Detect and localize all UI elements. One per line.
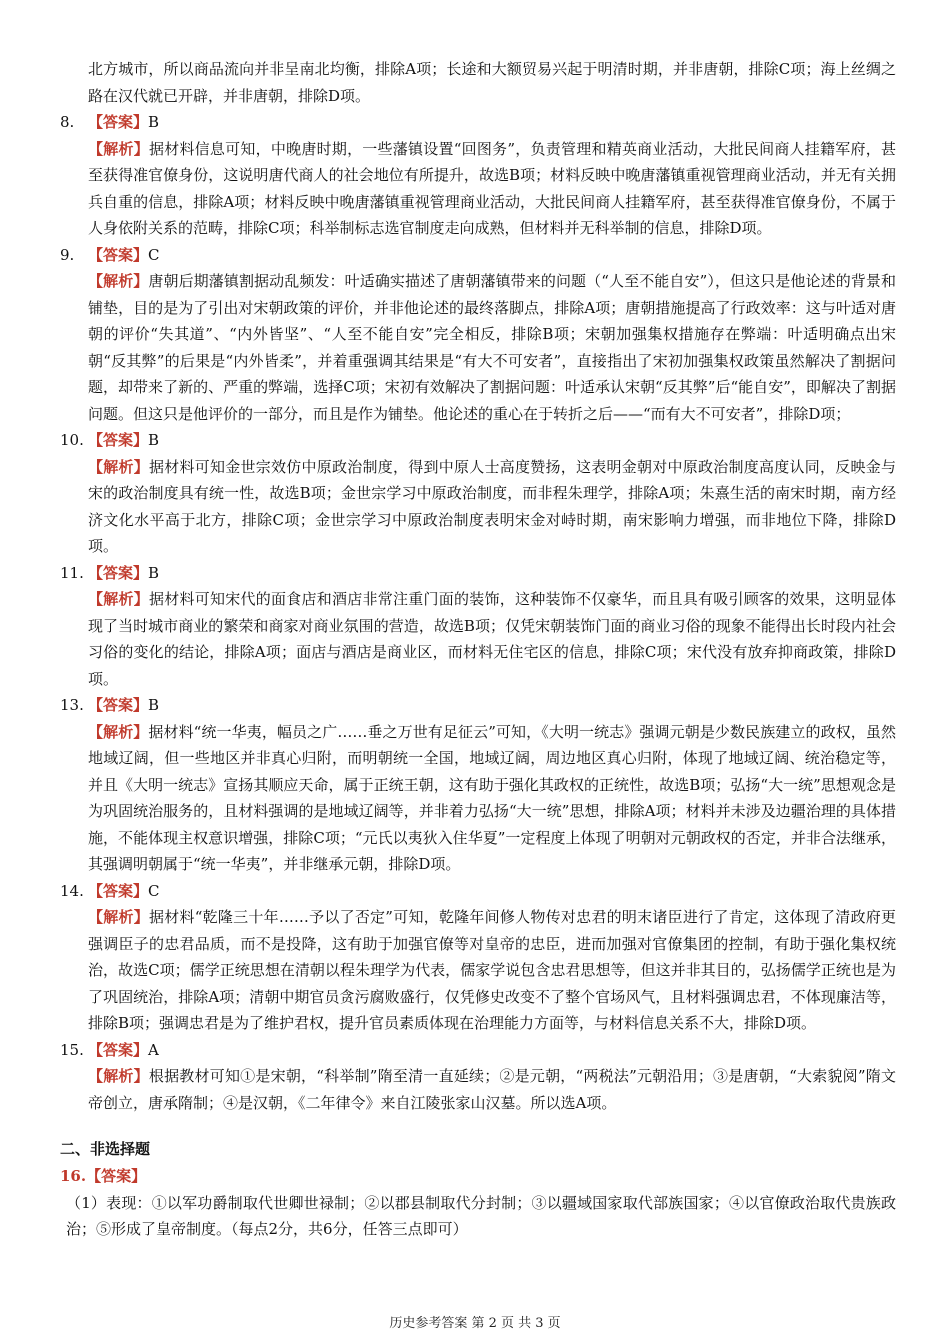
answer-value: B — [148, 696, 160, 714]
answer-value: B — [148, 113, 160, 131]
answer-line — [60, 878, 896, 905]
answer-tag: 【答案】 — [88, 245, 149, 264]
explanation-tag: 【解析】 — [88, 457, 149, 476]
question-number: 13. — [60, 696, 84, 714]
explanation-text: 唐朝后期藩镇割据动乱频发：叶适确实描述了唐朝藩镇带来的问题（“人至不能自安”），但这只是他论述的背景和铺垫，目的是为了引出对宋朝政策的评价，并非他论述的最终落脚点，排除A项；唐朝措施提高了行政效率：这与叶适对唐朝的评价“失其道”、“内外皆坚”、“人至不能自安”完全相反，排除B项；宋朝加强集权措施存在弊端：叶适明确点出宋朝“反其弊”的后果是“内外皆柔”，并着重强调其结果是“有大不可安者”，直接指出了宋初加强集权政策虽然解决了割据问题，却带来了新的、严重的弊端，选择C项；宋初有效解决了割据问题：叶适承认宋朝“反其弊”后“能自安”，即解决了割据问题。但这只是他评价的一部分，而且是作为铺垫。他论述的重心在于转折之后——“而有大不可安者”，排除D项； — [88, 272, 896, 423]
explanation — [60, 1063, 896, 1116]
explanation-tag: 【解析】 — [88, 722, 149, 741]
page-footer: 历史参考答案 第 2 页 共 3 页 — [389, 1316, 561, 1331]
explanation-tag: 【解析】 — [88, 272, 149, 290]
question-number: 10. — [60, 431, 84, 449]
answer-item — [60, 1037, 896, 1117]
answer-line — [60, 560, 896, 587]
explanation-text: 据材料“乾隆三十年……予以了否定”可知，乾隆年间修人物传对忠君的明末诸臣进行了肯定，这体现了清政府更强调臣子的忠君品质，而不是投降，这有助于加强官僚等对皇帝的忠臣，进而加强对官僚集团的控制，有助于强化集权统治，故选C项；儒学正统思想在清朝以程朱理学为代表，儒家学说包含忠君思想等，但这并非其目的，弘扬儒学正统也是为了巩固统治，排除A项；清朝中期官员贪污腐败盛行，仅凭修史改变不了整个官场风气，且材料强调忠君，不体现廉洁等，排除B项；强调忠君是为了维护君权，提升官员素质体现在治理能力方面等，与材料信息关系不大，排除D项。 — [88, 908, 896, 1032]
explanation — [60, 136, 896, 242]
question-number: 11. — [60, 563, 84, 582]
answer-body: （1）表现：①以军功爵制取代世卿世禄制；②以郡县制取代分封制；③以疆域国家取代部族国家；④以官僚政治取代贵族政治；⑤形成了皇帝制度。（每点2分，共6分，任答三点即可） — [66, 1193, 896, 1238]
question-number: 9. — [60, 245, 75, 264]
answer-item — [60, 427, 896, 560]
answer-item — [60, 109, 896, 242]
answer-line — [60, 109, 896, 136]
explanation-text: 据材料可知宋代的面食店和酒店非常注重门面的装饰，这种装饰不仅豪华，而且具有吸引顾客的效果，这明显体现了当时城市商业的繁荣和商家对商业氛围的营造，故选B项；仅凭宋朝装饰门面的商业习俗的现象不能得出长时段内社会习俗的变化的结论，排除A项；面店与酒店是商业区，而材料无住宅区的信息，排除C项；宋代没有放弃抑商政策，排除D项。 — [88, 590, 896, 688]
answer-line — [60, 1037, 896, 1064]
answer-tag: 【答案】 — [86, 1167, 147, 1185]
page-content — [60, 56, 896, 1243]
explanation-tag: 【解析】 — [88, 139, 149, 158]
explanation-text: 据材料信息可知，中晚唐时期，一些藩镇设置“回图务”，负责管理和精英商业活动，大批民间商人挂籍军府，甚至获得准官僚身份，这说明唐代商人的社会地位有所提升，故选B项；材料反映中晚唐藩镇重视管理商业活动，并无有关拥兵自重的信息，排除A项；材料反映中晚唐藩镇重视管理商业活动，大批民间商人挂籍军府，甚至获得准官僚身份，不属于人身依附关系的范畴，排除C项；科举制标志选官制度走向成熟，但材料并无科举制的信息，排除D项。 — [88, 139, 896, 237]
answer-tag: 【答案】 — [88, 881, 149, 900]
answer-item-16 — [60, 1163, 896, 1243]
answer-line — [60, 242, 896, 269]
answer-value: B — [148, 563, 160, 582]
answer-line — [60, 427, 896, 454]
answer-item — [60, 692, 896, 878]
explanation — [60, 268, 896, 427]
answer-line — [60, 1163, 896, 1190]
previous-item-continuation: 北方城市，所以商品流向并非呈南北均衡，排除A项；长途和大额贸易兴起于明清时期，并非唐朝，排除C项；海上丝绸之路在汉代就已开辟，并非唐朝，排除D项。 — [88, 60, 896, 105]
answer-tag: 【答案】 — [88, 1040, 149, 1059]
answer-item — [60, 560, 896, 693]
answer-tag: 【答案】 — [88, 431, 149, 449]
question-number: 14. — [60, 881, 84, 900]
explanation-text: 据材料可知金世宗效仿中原政治制度，得到中原人士高度赞扬，这表明金朝对中原政治制度高度认同，反映金与宋的政治制度具有统一性，故选B项；金世宗学习中原政治制度，而非程朱理学，排除A项；朱熹生活的南宋时期，南方经济文化水平高于北方，排除C项；金世宗学习中原政治制度表明宋金对峙时期，南宋影响力增强，而非地位下降，排除D项。 — [88, 457, 896, 555]
explanation-text: 据材料“统一华夷，幅员之广……垂之万世有足征云”可知，《大明一统志》强调元朝是少数民族建立的政权，虽然地域辽阔，但一些地区并非真心归附，而明朝统一全国，地域辽阔，周边地区真心归附，体现了地域辽阔、统治稳定等，并且《大明一统志》宣扬其顺应天命，属于正统王朝，这有助于强化其政权的正统性，故选B项；弘扬“大一统”思想观念是为巩固统治服务的，且材料强调的是地域辽阔等，并非着力弘扬“大一统”思想，排除A项；材料并未涉及边疆治理的具体措施，不能体现主权意识增强，排除C项；“元氏以夷狄入住华夏”一定程度上体现了明朝对元朝政权的否定，并非合法继承，其强调明朝属于“统一华夷”，并非继承元朝，排除D项。 — [88, 722, 896, 873]
explanation — [60, 904, 896, 1037]
question-number: 16. — [60, 1167, 87, 1185]
explanation — [60, 719, 896, 878]
answer-tag: 【答案】 — [88, 113, 149, 131]
answer-tag: 【答案】 — [88, 696, 149, 714]
explanation-text: 根据教材可知①是宋朝，“科举制”隋至清一直延续；②是元朝，“两税法”元朝沿用；③是唐朝，“大索貌阅”隋文帝创立，唐承隋制；④是汉朝，《二年律令》来自江陵张家山汉墓。所以选A项。 — [88, 1067, 896, 1112]
section-title: 二、非选择题 — [60, 1140, 151, 1158]
explanation-tag: 【解析】 — [88, 590, 149, 608]
answer-value: B — [148, 431, 160, 449]
answer-value: C — [148, 881, 160, 900]
explanation-tag: 【解析】 — [88, 1067, 149, 1085]
explanation — [60, 454, 896, 560]
answer-item — [60, 878, 896, 1037]
answer-value: C — [148, 245, 160, 264]
explanation — [60, 586, 896, 692]
answer-list — [60, 109, 896, 1116]
answer-line — [60, 692, 896, 719]
answer-value: A — [148, 1040, 159, 1059]
explanation-tag: 【解析】 — [88, 908, 149, 926]
answer-tag: 【答案】 — [88, 563, 149, 582]
answer-item — [60, 242, 896, 428]
question-number: 8. — [60, 113, 75, 131]
question-number: 15. — [60, 1040, 84, 1059]
